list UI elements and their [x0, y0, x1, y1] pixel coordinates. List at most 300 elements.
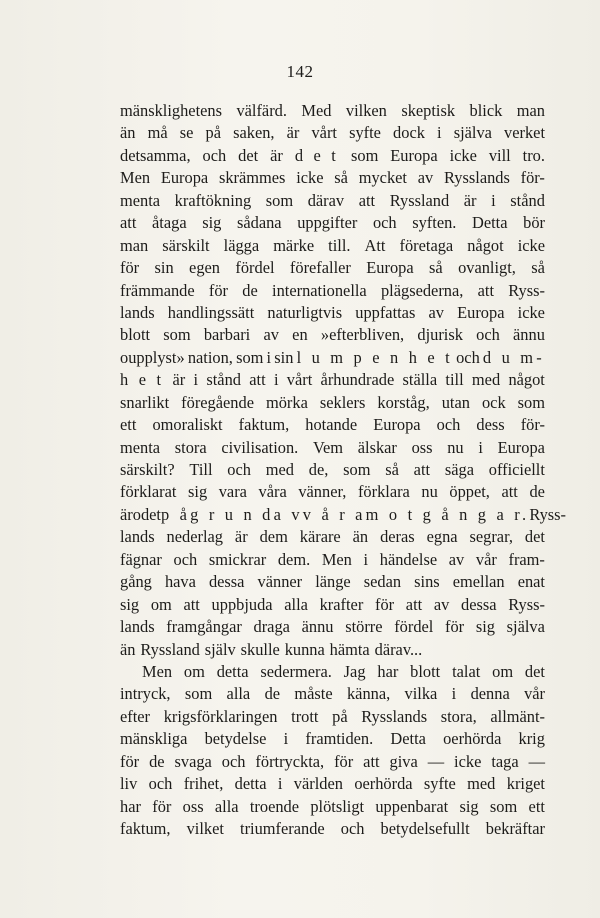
word: gång [120, 572, 152, 592]
text-line [120, 571, 545, 593]
word: icke [296, 168, 324, 188]
word: plägsederna, [380, 280, 464, 300]
text-line [120, 280, 545, 302]
word: välfärd. [236, 101, 287, 120]
word: Men [142, 661, 173, 681]
word: bör [523, 213, 545, 233]
word: vår [475, 549, 497, 569]
word: föregående [181, 392, 254, 412]
word: säga [444, 460, 474, 479]
word: som [184, 684, 213, 704]
word: de [264, 684, 281, 704]
word: för [374, 594, 395, 614]
word: icke [449, 145, 477, 165]
word: enat [517, 572, 545, 592]
word: med [467, 774, 496, 794]
word: som [163, 325, 191, 345]
page-number: 142 [286, 62, 314, 81]
word: älskar [357, 437, 397, 457]
word: hava [164, 572, 196, 592]
word: har [377, 661, 399, 681]
word: vara [218, 482, 247, 502]
word: världen [293, 774, 343, 794]
word: Europa [160, 168, 209, 188]
word: lands [120, 617, 155, 637]
word: oupplyst» [120, 347, 185, 367]
word: Ryss- [508, 280, 545, 300]
word: vänner [257, 572, 303, 592]
word: märke [273, 235, 315, 255]
word: syften. [412, 213, 457, 233]
word: icke [517, 302, 545, 322]
word: Till [189, 460, 213, 479]
word: händelse [379, 549, 438, 569]
text-line [120, 639, 545, 661]
word: av [448, 549, 465, 569]
word: förklarat [120, 482, 177, 502]
word: med [471, 370, 501, 390]
word: fägnar [120, 549, 162, 569]
word: själva [453, 123, 492, 143]
word: Europa [497, 437, 545, 457]
word: Men [321, 549, 352, 569]
word: talat [452, 661, 481, 681]
word: av [428, 302, 444, 322]
word: uppfattas [355, 302, 416, 322]
word: betydelsefullt [380, 819, 470, 838]
word: alla [226, 684, 251, 704]
word: vår [524, 684, 545, 704]
word: intryck, [120, 684, 171, 704]
word: Ryssland [140, 639, 200, 659]
text-line [120, 369, 545, 391]
word: i [451, 684, 457, 704]
word: så [531, 258, 545, 278]
word: vänner, [298, 482, 347, 502]
word: nu [447, 437, 464, 457]
word: att [358, 190, 376, 210]
word: stora [174, 437, 207, 457]
word: något [467, 235, 504, 255]
word: alla [284, 594, 308, 614]
word: om [150, 594, 172, 614]
word: giva [389, 751, 418, 771]
word: denna [470, 684, 510, 704]
word: som [489, 796, 518, 816]
word: blick [469, 101, 503, 120]
word: lands [120, 527, 155, 547]
word: g r u n d [190, 504, 274, 524]
word: sådana [236, 213, 282, 233]
word: ännu [301, 617, 334, 637]
text-line [120, 504, 567, 526]
word: detta [216, 661, 249, 681]
word: kunna [284, 639, 325, 659]
text-line [120, 683, 545, 705]
word: äro [120, 504, 141, 524]
word: handlingssätt [167, 302, 255, 322]
word: om [492, 661, 514, 681]
word: det [238, 145, 259, 165]
word: fram- [508, 549, 545, 569]
word: nu [421, 482, 438, 502]
text-line [120, 324, 545, 346]
word: verket [504, 123, 545, 143]
word: stånd [510, 190, 545, 210]
word: av [417, 168, 434, 188]
word: i [193, 370, 199, 390]
text-line [120, 100, 545, 122]
word: krig [518, 729, 545, 749]
text-line [120, 796, 545, 818]
word: de [149, 751, 165, 771]
text-line [120, 190, 545, 212]
word: ännu [513, 325, 545, 345]
text-line [120, 481, 545, 503]
word: skrämmes [218, 168, 286, 188]
word: emellan [452, 572, 505, 592]
text-line [120, 549, 545, 571]
word: som [517, 392, 545, 412]
word: nederlag [166, 527, 223, 547]
word: utan [441, 392, 470, 412]
text-line [120, 167, 545, 189]
word: syfte [349, 123, 381, 143]
word: »efterbliven, [320, 325, 405, 345]
word: förtryckta, [255, 751, 325, 771]
text-line [120, 594, 545, 616]
word: taga [491, 751, 519, 771]
word: vilken [345, 101, 387, 120]
word: att [501, 482, 518, 502]
word: sig [120, 594, 140, 614]
word: — [427, 751, 445, 771]
word: naturligtvis [267, 302, 343, 322]
word: troende [249, 796, 300, 816]
text-line [120, 437, 545, 459]
word: uppenbarat [375, 796, 449, 816]
word: själv [204, 639, 236, 659]
word: för- [520, 415, 545, 435]
word: Europa [457, 302, 505, 322]
word: sig [202, 213, 222, 233]
word: vilket [186, 819, 224, 838]
word: barbari [203, 325, 251, 345]
word: l u m p e n h e t [296, 347, 453, 367]
word: är [172, 370, 186, 390]
word: oerhörda [443, 729, 502, 749]
word: sedan [363, 572, 402, 592]
word: det [140, 504, 161, 524]
word: Europa [373, 415, 421, 435]
word: att [405, 594, 423, 614]
word: stånd [206, 370, 241, 390]
word: och [340, 819, 365, 838]
word: skeptisk [401, 101, 456, 120]
word: detta [234, 774, 267, 794]
word: i [273, 370, 279, 390]
word: därav... [374, 639, 423, 659]
word: att [120, 213, 137, 233]
word: och [436, 415, 461, 435]
word: uppgifter [297, 213, 358, 233]
word: att [249, 370, 266, 390]
word: syfte [423, 774, 456, 794]
word: officiellt [488, 460, 545, 479]
word: betydelse [204, 729, 267, 749]
text-line [120, 616, 545, 638]
word: skulle [240, 639, 280, 659]
word: h e t [120, 370, 165, 390]
word: som [265, 190, 294, 210]
word: djurisk [417, 325, 463, 345]
word: och [221, 751, 246, 771]
word: åtaga [152, 213, 187, 233]
word: tro. [522, 145, 545, 165]
word: — [528, 751, 545, 771]
word: sig [188, 482, 208, 502]
word: dock [393, 123, 425, 143]
word: nation, [187, 347, 233, 367]
word: Rysslands [444, 168, 510, 188]
word: en [292, 325, 308, 345]
word: är [286, 123, 300, 143]
text-line [120, 302, 545, 324]
word: segrar, [469, 527, 513, 547]
word: har [120, 796, 141, 816]
word: dem [259, 527, 288, 547]
word: faktum, [238, 415, 290, 435]
word: ovanligt, [458, 258, 516, 278]
word: i [363, 549, 369, 569]
word: särskilt [162, 235, 210, 255]
word: må [147, 123, 168, 143]
word: Europa [366, 258, 414, 278]
word: dessa [208, 572, 245, 592]
word: egna [426, 527, 458, 547]
text-line [120, 235, 545, 257]
word: än [120, 639, 136, 659]
word: m o t g å n g a r. [365, 504, 530, 524]
word: något [508, 370, 545, 390]
word: och [372, 213, 397, 233]
word: och [227, 460, 251, 479]
word: Detta [390, 729, 426, 749]
word: civilisation. [221, 437, 299, 457]
word: sins [414, 572, 440, 592]
word: vårt [311, 123, 337, 143]
word: så [385, 460, 399, 479]
word: känna, [346, 684, 391, 704]
word: trott [291, 706, 319, 726]
word: deras [380, 527, 415, 547]
word: för [208, 280, 229, 300]
word: och [173, 549, 198, 569]
word: Rysslands [361, 706, 428, 726]
text-line [120, 706, 545, 728]
word: att [477, 280, 495, 300]
text-line [120, 392, 545, 414]
word: sig [475, 617, 495, 637]
text-line [120, 459, 545, 481]
word: för [152, 796, 172, 816]
word: och [148, 774, 173, 794]
word: icke [517, 235, 545, 255]
word: som [236, 347, 264, 367]
word: Ryss- [529, 504, 567, 524]
word: århundrade [320, 370, 395, 390]
word: i [478, 437, 483, 457]
word: det [524, 527, 545, 547]
word: är [463, 190, 477, 210]
text-line [120, 728, 545, 750]
word: d e t [294, 145, 340, 165]
word: öppet, [449, 482, 490, 502]
word: mörka [265, 392, 308, 412]
word: större [345, 617, 383, 637]
word: kraftökning [174, 190, 252, 210]
text-line [120, 414, 545, 436]
word: blott [120, 325, 151, 345]
word: korståg, [377, 392, 430, 412]
word: smickrar [208, 549, 267, 569]
word: d u m- [482, 347, 545, 367]
word: det [524, 661, 545, 681]
word: ett [120, 415, 137, 435]
word: lands [120, 302, 155, 322]
word: för [120, 258, 140, 278]
word: som [351, 145, 379, 165]
word: själva [506, 617, 545, 637]
word: v å r a [302, 504, 366, 524]
word: av [433, 594, 450, 614]
text-line [120, 661, 545, 683]
word: Ryss- [508, 594, 545, 614]
word: hämta [329, 639, 370, 659]
word: för [120, 751, 140, 771]
word: liv [120, 774, 138, 794]
word: med [265, 460, 294, 479]
word: är [270, 145, 283, 165]
word: våra [258, 482, 287, 502]
word: icke [454, 751, 482, 771]
body-text [120, 100, 567, 840]
word: blott [410, 661, 441, 681]
word: alla [214, 796, 239, 816]
word: så [334, 168, 348, 188]
word: kärare [299, 527, 341, 547]
word: efter [120, 706, 151, 726]
word: bekräftar [485, 819, 545, 838]
word: Med [301, 101, 332, 120]
word: mycket [358, 168, 407, 188]
word: mänsklighetens [120, 101, 222, 120]
word: vårt [286, 370, 313, 390]
word: att [183, 594, 200, 614]
word: vill [488, 145, 511, 165]
word: seklers [319, 392, 366, 412]
word: lägga [223, 235, 260, 255]
word: på [205, 123, 221, 143]
word: så [429, 258, 443, 278]
word: man [516, 101, 545, 120]
word: oss [182, 796, 204, 816]
word: man [120, 235, 149, 255]
word: är [234, 527, 248, 547]
word: sedermera. [260, 661, 332, 681]
word: förklara [357, 482, 410, 502]
text-line [120, 818, 545, 840]
word: som [343, 460, 371, 479]
word: dess [476, 415, 505, 435]
word: kriget [506, 774, 545, 794]
word: ett [528, 796, 545, 816]
word: måste [294, 684, 333, 704]
word: hotande [305, 415, 358, 435]
text-line [120, 773, 545, 795]
word: vilka [404, 684, 438, 704]
word: att [363, 751, 380, 771]
word: än [120, 123, 136, 143]
word: att [413, 460, 431, 479]
word: fördel [235, 258, 275, 278]
word: de [242, 280, 258, 300]
text-line [120, 145, 545, 167]
word: Europa [390, 145, 438, 165]
word: oss [411, 437, 433, 457]
text-line [120, 526, 545, 548]
word: faktum, [120, 819, 171, 838]
word: ställa [402, 370, 438, 390]
text-line [120, 257, 545, 279]
text-line [120, 212, 545, 234]
word: se [179, 123, 194, 143]
word: allmänt- [490, 706, 545, 726]
word: omoraliskt [152, 415, 223, 435]
word: detsamma, [120, 145, 191, 165]
word: på [332, 706, 348, 726]
word: i [283, 729, 289, 749]
word: av [263, 325, 279, 345]
word: uppbjuda [211, 594, 273, 614]
word: för [445, 617, 465, 637]
word: menta [120, 190, 161, 210]
word: särskilt? [120, 460, 175, 479]
word: snarlikt [120, 392, 170, 412]
word: i [277, 774, 283, 794]
word: krigsförklaringen [163, 706, 278, 726]
word: triumferande [240, 819, 325, 838]
word: därav [307, 190, 345, 210]
word: framgångar [166, 617, 242, 637]
word: Att [364, 235, 386, 255]
text-line [120, 751, 545, 773]
word: och [456, 347, 480, 367]
word: menta [120, 437, 161, 457]
word: till [445, 370, 464, 390]
word: framtiden. [305, 729, 374, 749]
word: internationella [272, 280, 367, 300]
word: om [183, 661, 205, 681]
word: Detta [472, 213, 508, 233]
word: till. [328, 235, 351, 255]
word: de [529, 482, 545, 502]
word: draga [253, 617, 290, 637]
word: i [437, 123, 442, 143]
word: dem. [277, 549, 311, 569]
word: stora, [440, 706, 477, 726]
word: frihet, [183, 774, 224, 794]
